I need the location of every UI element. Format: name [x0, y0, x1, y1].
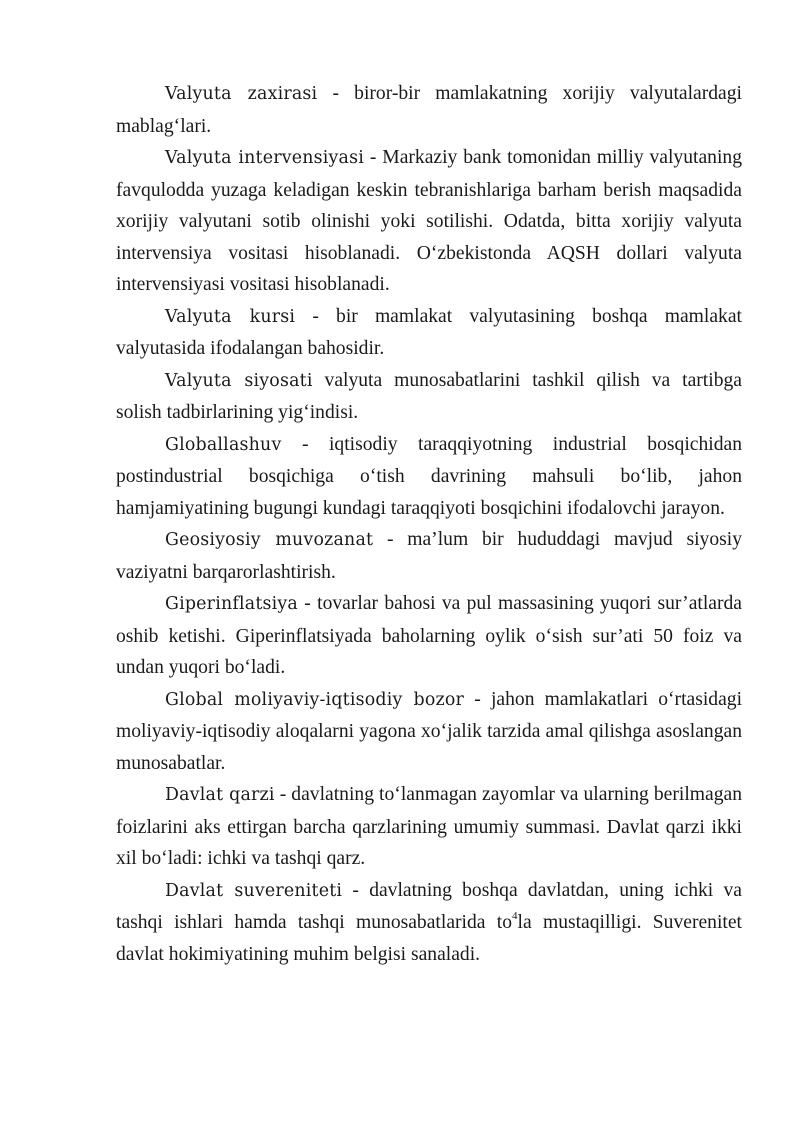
glossary-definition-part-1: davlatning boshqa davlatdan, uning ichki va tashqi ishlari hamda tashqi munosabatlarida to [116, 879, 742, 933]
glossary-page [116, 78, 742, 970]
term-separator: - [317, 83, 355, 104]
term-separator: - [281, 433, 329, 455]
term-separator: - [274, 784, 292, 805]
glossary-entry-geosiyosiy-muvozanat [116, 524, 742, 588]
glossary-term: Global moliyaviy-iqtisodiy bozor [165, 689, 465, 710]
glossary-definition: jahon mamlakatlari o‘rtasidagi moliyaviy-iqtisodiy aloqalarni yagona xo‘jalik tarzida amal qilishga asoslangan munosabatlar. [116, 688, 743, 774]
term-separator: - [295, 305, 337, 327]
glossary-definition-part-2: la mustaqilligi. Suverenitet davlat hokimiyatining muhim belgisi sanaladi. [116, 912, 742, 965]
glossary-term: Davlat suvereniteti [165, 880, 343, 901]
glossary-definition: tovarlar bahosi va pul massasining yuqori sur’atlarda oshib ketishi. Giperinflatsiyada baholarning oylik o‘sish sur’ati 50 foiz va undan yuqori bo‘ladi. [116, 593, 742, 678]
glossary-definition: davlatning to‘lanmagan zayomlar va ularning berilmagan foizlarini aks ettirgan barcha qarzlarining umumiy summasi. Davlat qarzi ikki xil bo‘ladi: ichki va tashqi qarz. [116, 784, 742, 869]
glossary-entry-valyuta-intervensiyasi [116, 142, 742, 301]
glossary-definition: biror-bir mamlakatning xorijiy valyutalardagi mablag‘lari. [116, 83, 742, 137]
term-separator: - [342, 879, 370, 901]
glossary-definition: iqtisodiy taraqqiyotning industrial bosqichidan postindustrial bosqichiga o‘tish davrining mahsuli bo‘lib, jahon hamjamiyatining bugungi kundagi taraqqiyoti bosqichini ifodalovchi jarayon. [116, 433, 742, 519]
footnote-marker: 4 [512, 910, 518, 923]
glossary-entry-giperinflatsiya [116, 588, 742, 684]
term-separator: - [464, 688, 491, 710]
term-separator: - [373, 529, 408, 550]
glossary-term: Valyuta intervensiyasi [165, 148, 365, 168]
glossary-term: Valyuta siyosati [165, 370, 313, 391]
glossary-entry-globallashuv [116, 429, 742, 525]
glossary-entry-valyuta-kursi [116, 301, 742, 365]
glossary-definition: Markaziy bank tomonidan milliy valyutaning favqulodda yuzaga keladigan keskin tebranishlariga barham berish maqsadida xorijiy valyutani sotib olinishi yoki sotilishi. Odatda, bitta xorijiy valyuta intervensiya vositasi hisoblanadi. O‘zbekistonda AQSH dollari valyuta intervensiyasi vositasi hisoblanadi. [116, 147, 742, 295]
glossary-term: Valyuta zaxirasi [165, 84, 318, 104]
glossary-term: Geosiyosiy muvozanat [165, 530, 374, 550]
glossary-definition: ma’lum bir hududdagi mavjud siyosiy vaziyatni barqarorlashtirish. [116, 529, 742, 583]
glossary-entry-davlat-qarzi [116, 779, 742, 875]
term-separator [313, 370, 325, 391]
glossary-definition: bir mamlakat valyutasining boshqa mamlakat valyutasida ifodalangan bahosidir. [116, 305, 742, 359]
glossary-entry-valyuta-zaxirasi [116, 78, 742, 142]
term-separator: - [364, 147, 383, 168]
glossary-term: Valyuta kursi [165, 306, 296, 327]
glossary-entry-davlat-suvereniteti [116, 875, 742, 971]
glossary-term: Davlat qarzi [165, 785, 275, 805]
glossary-entry-valyuta-siyosati [116, 365, 742, 429]
glossary-term: Giperinflatsiya [165, 594, 298, 614]
term-separator: - [298, 593, 318, 614]
glossary-definition: valyuta munosabatlarini tashkil qilish va tartibga solish tadbirlarining yig‘indisi. [116, 369, 742, 423]
glossary-entry-global-moliyaviy-iqtisodiy-bozor [116, 684, 742, 780]
glossary-term: Globallashuv [165, 434, 282, 455]
